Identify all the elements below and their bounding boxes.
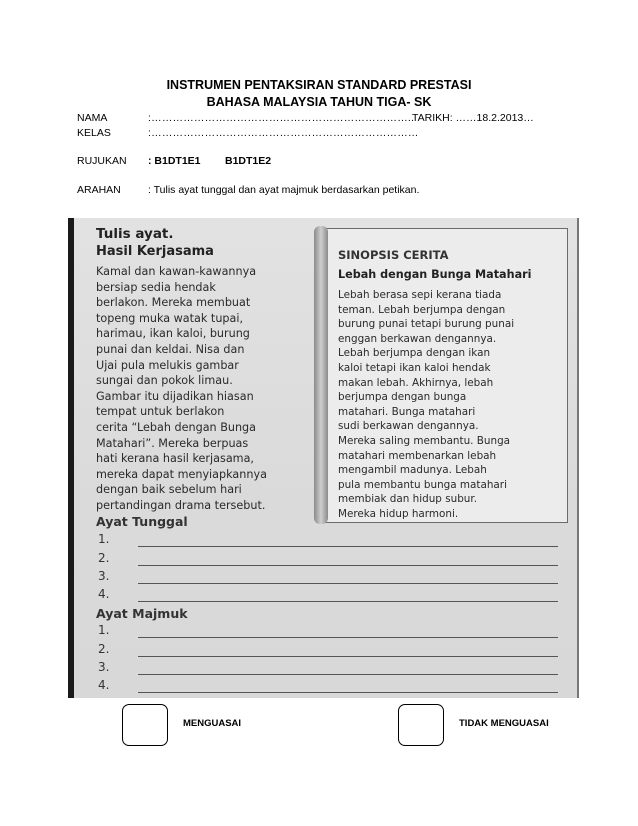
kelas-field[interactable]: :………………………………………………………………… bbox=[148, 127, 419, 139]
passage-line: punai dan keldai. Nisa dan bbox=[96, 342, 245, 356]
passage-line: topeng muka watak tupai, bbox=[96, 311, 244, 325]
majmuk-number-2: 2. bbox=[98, 642, 110, 656]
passage-text bbox=[96, 264, 321, 514]
synopsis-line: membiak dan hidup subur. bbox=[338, 493, 478, 506]
arahan-label: ARAHAN bbox=[77, 184, 121, 196]
worksheet-scan bbox=[68, 218, 579, 698]
synopsis-heading: SINOPSIS CERITA bbox=[338, 248, 449, 262]
synopsis-line: matahari. Bunga matahari bbox=[338, 405, 476, 418]
synopsis-line: makan lebah. Akhirnya, lebah bbox=[338, 376, 494, 389]
nama-label: NAMA bbox=[77, 112, 108, 124]
majmuk-answer-line-3[interactable] bbox=[138, 674, 558, 675]
majmuk-number-3: 3. bbox=[98, 660, 110, 674]
tunggal-answer-line-3[interactable] bbox=[138, 583, 558, 584]
synopsis-line: burung punai tetapi burung punai bbox=[338, 318, 515, 331]
synopsis-line: teman. Lebah berjumpa dengan bbox=[338, 303, 506, 316]
synopsis-line: Lebah berjumpa dengan ikan bbox=[338, 347, 491, 360]
passage-line: Gambar itu dijadikan hiasan bbox=[96, 389, 254, 403]
ayat-tunggal-title: Ayat Tunggal bbox=[96, 514, 188, 529]
synopsis-line: mengambil madunya. Lebah bbox=[338, 464, 487, 477]
tidak-menguasai-label: TIDAK MENGUASAI bbox=[459, 718, 549, 729]
arahan-text: : Tulis ayat tunggal dan ayat majmuk berdasarkan petikan. bbox=[148, 184, 420, 196]
synopsis-line: sudi berkawan dengannya. bbox=[338, 420, 479, 433]
passage-line: harimau, ikan kaloi, burung bbox=[96, 327, 250, 341]
synopsis-text bbox=[338, 288, 564, 522]
tunggal-answer-line-2[interactable] bbox=[138, 565, 558, 566]
passage-line: dengan baik sebelum hari bbox=[96, 483, 242, 497]
passage-line: Ujai pula melukis gambar bbox=[96, 358, 239, 372]
scroll-roll-decoration bbox=[314, 226, 328, 524]
passage-line: hati kerana hasil kerjasama, bbox=[96, 452, 254, 466]
tunggal-number-4: 4. bbox=[98, 587, 110, 601]
passage-line: berlakon. Mereka membuat bbox=[96, 296, 251, 310]
rujukan-code-2: B1DT1E2 bbox=[225, 155, 272, 167]
synopsis-line: Lebah berasa sepi kerana tiada bbox=[338, 289, 502, 301]
synopsis-line: pula membantu bunga matahari bbox=[338, 478, 507, 491]
majmuk-answer-line-4[interactable] bbox=[138, 692, 558, 693]
synopsis-line: berjumpa dengan bunga bbox=[338, 391, 467, 404]
tunggal-answer-line-1[interactable] bbox=[138, 546, 558, 547]
synopsis-line: kaloi tetapi ikan kaloi hendak bbox=[338, 361, 491, 374]
passage-line: sungai dan pokok limau. bbox=[96, 374, 233, 388]
passage-line: Matahari”. Mereka berpuas bbox=[96, 436, 249, 450]
worksheet-heading: Tulis ayat. bbox=[96, 226, 174, 242]
synopsis-line: Mereka saling membantu. Bunga bbox=[338, 434, 511, 447]
tunggal-number-2: 2. bbox=[98, 551, 110, 565]
ayat-majmuk-title: Ayat Majmuk bbox=[96, 606, 188, 621]
rujukan-label: RUJUKAN bbox=[77, 155, 127, 167]
passage-line: Kamal dan kawan-kawannya bbox=[96, 265, 257, 278]
majmuk-answer-line-2[interactable] bbox=[138, 656, 558, 657]
passage-line: bersiap sedia hendak bbox=[96, 280, 216, 294]
kelas-label: KELAS bbox=[77, 127, 111, 139]
title-line-2: BAHASA MALAYSIA TAHUN TIGA- SK bbox=[206, 95, 432, 109]
majmuk-number-4: 4. bbox=[98, 678, 110, 692]
nama-field[interactable]: :……………………………………………………………….. bbox=[148, 112, 415, 124]
tidak-menguasai-checkbox[interactable] bbox=[398, 704, 444, 746]
menguasai-checkbox[interactable] bbox=[122, 704, 168, 746]
passage-line: cerita “Lebah dengan Bunga bbox=[96, 420, 257, 434]
tunggal-number-3: 3. bbox=[98, 569, 110, 583]
synopsis-line: matahari membenarkan lebah bbox=[338, 449, 497, 462]
rujukan-code-1: : B1DT1E1 bbox=[148, 155, 201, 167]
passage-line: pertandingan drama tersebut. bbox=[96, 498, 266, 512]
synopsis-title: Lebah dengan Bunga Matahari bbox=[338, 268, 532, 281]
title-line-1: INSTRUMEN PENTAKSIRAN STANDARD PRESTASI bbox=[166, 78, 472, 92]
tunggal-answer-line-4[interactable] bbox=[138, 601, 558, 602]
majmuk-answer-line-1[interactable] bbox=[138, 637, 558, 638]
tarikh-field: TARIKH: ……18.2.2013… bbox=[412, 112, 534, 124]
menguasai-label: MENGUASAI bbox=[183, 718, 242, 729]
synopsis-line: enggan berkawan dengannya. bbox=[338, 332, 497, 345]
majmuk-number-1: 1. bbox=[98, 623, 110, 637]
synopsis-line: Mereka hidup harmoni. bbox=[338, 507, 459, 520]
passage-title: Hasil Kerjasama bbox=[96, 244, 214, 259]
tunggal-number-1: 1. bbox=[98, 532, 110, 546]
passage-line: mereka dapat menyiapkannya bbox=[96, 467, 267, 481]
passage-line: tempat untuk berlakon bbox=[96, 405, 225, 419]
